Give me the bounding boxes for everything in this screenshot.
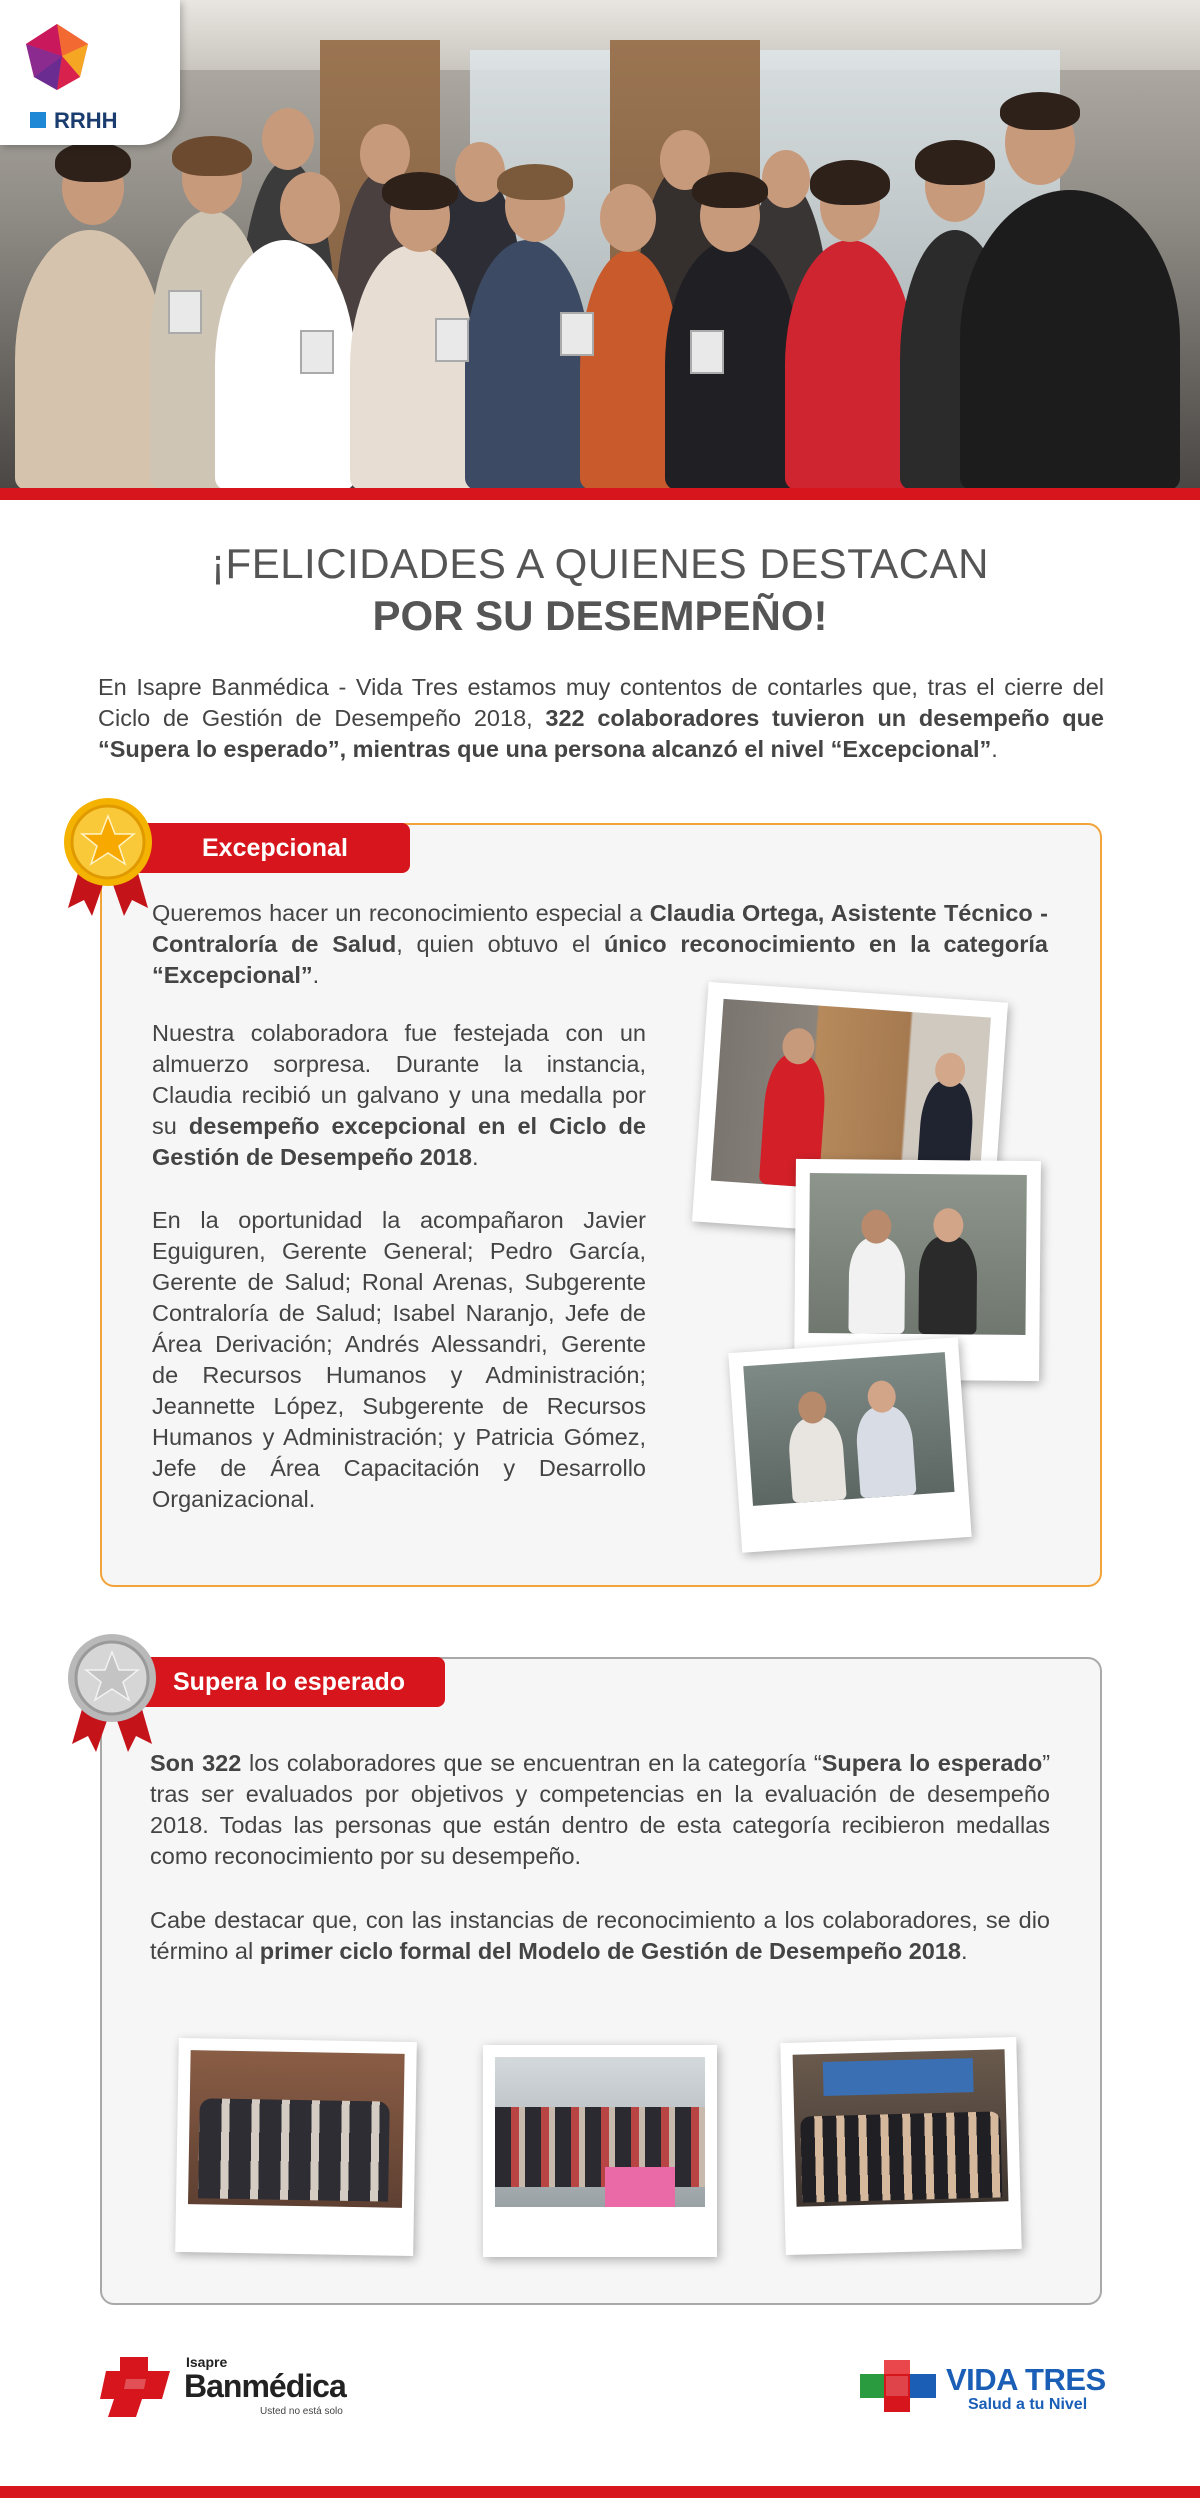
medal-box [560, 312, 594, 356]
medal-box [300, 330, 334, 374]
intro-text: En Isapre Banmédica - Vida Tres estamos muy contentos de contarles que, tras el cierre del Ciclo de Gestión de Desempeño 2018, [98, 674, 1104, 731]
person-hair [172, 136, 252, 176]
excepcional-tag: Excepcional [100, 823, 410, 873]
text: . [312, 962, 320, 988]
text: . [471, 1144, 479, 1170]
banmedica-name: Banmédica [184, 2368, 346, 2404]
person-head [861, 1210, 891, 1244]
person-head [933, 1208, 963, 1242]
headline-line2: POR SU DESEMPEÑO! [372, 592, 828, 639]
person [215, 240, 355, 488]
highlight: desempeño excepcional en el Ciclo de Gestión de Desempeño 2018 [152, 1113, 646, 1170]
supera-tag: Supera lo esperado [100, 1657, 445, 1707]
person-hair [382, 172, 458, 210]
highlight: primer ciclo formal del Modelo de Gestión de Desempeño 2018 [259, 1938, 962, 1964]
person [848, 1237, 905, 1333]
photo-polaroid [780, 2037, 1021, 2255]
excepcional-paragraph-1 [152, 898, 1048, 991]
vidatres-logo [860, 2360, 1120, 2420]
text: Cabe destacar que, con las instancias de reconocimiento a los colaboradores, se dio término al [150, 1907, 1050, 1964]
presentation-screen [823, 2058, 974, 2096]
text: ” tras ser evaluados por objetivos y competencias en la evaluación de desempeño 2018. Todas las personas que están dentro de esta categoría recibieron medallas como reconocimiento por su desempeño. [150, 1750, 1051, 1869]
person-hair [1000, 92, 1080, 130]
gold-medal-icon [58, 796, 158, 926]
table-decoration [605, 2167, 675, 2207]
text: Nuestra colaboradora fue festejada con un almuerzo sorpresa. Durante la instancia, Claudia recibió un galvano y una medalla por su [152, 1020, 646, 1139]
text: Queremos hacer un reconocimiento especial a [152, 900, 650, 926]
rrhh-square-icon [30, 112, 46, 128]
group-of-people [198, 2098, 390, 2201]
intro-text-end: . [991, 736, 998, 762]
person [854, 1405, 916, 1499]
page-headline [0, 540, 1200, 640]
banmedica-logo [100, 2352, 360, 2422]
person-hair [55, 142, 131, 182]
banmedica-tagline: Usted no está solo [260, 2406, 343, 2417]
text: , quien obtuvo el [396, 931, 604, 957]
highlight-count: Son 322 [150, 1750, 242, 1776]
person-head [934, 1052, 966, 1088]
medal-box [168, 290, 202, 334]
medal-box [690, 330, 724, 374]
person-head [280, 172, 340, 244]
highlight-category: único reconocimiento en la categoría “Excepcional” [152, 931, 1048, 988]
supera-paragraph-1 [150, 1748, 1050, 1872]
medal-box [435, 318, 469, 362]
text: los colaboradores que se encuentran en la categoría “ [241, 1750, 822, 1776]
person-hair [497, 164, 573, 200]
group-of-people [800, 2111, 1002, 2202]
person-hair [810, 160, 890, 205]
rrhh-logo [0, 0, 180, 145]
person [15, 230, 165, 488]
hero-group-photo [0, 0, 1200, 488]
intro-paragraph [98, 672, 1104, 765]
person [960, 190, 1180, 488]
person [787, 1416, 847, 1504]
person-head [600, 184, 656, 252]
photo-image [743, 1352, 954, 1506]
photo-image [495, 2057, 705, 2207]
banmedica-prefix: Isapre [186, 2354, 228, 2370]
person-head [262, 108, 314, 170]
person [785, 240, 915, 488]
headline-line1: ¡FELICIDADES A QUIENES DESTACAN [211, 540, 989, 587]
photo-image [188, 2050, 405, 2208]
photo-polaroid [728, 1337, 971, 1553]
person-head [762, 150, 810, 208]
person-hair [915, 140, 995, 185]
photo-polaroid [175, 2038, 417, 2256]
banmedica-cross-icon [100, 2357, 174, 2417]
excepcional-paragraph-3: En la oportunidad la acompañaron Javier Eguiguren, Gerente General; Pedro García, Gerente de Salud; Ronal Arenas, Subgerente Contraloría de Salud; Isabel Naranjo, Jefe de Área Derivación; Andrés Alessandri, Gerente de Recursos Humanos y Administración; Jeannette López, Subgerente de Recursos Humanos y Administración; y Patricia Gómez, Jefe de Área Capacitación y Desarrollo Organizacional. [152, 1207, 646, 1512]
text: . [961, 1938, 968, 1964]
supera-paragraph-2 [150, 1905, 1050, 1967]
excepcional-paragraph-2 [152, 1018, 646, 1173]
person [918, 1236, 977, 1335]
vidatres-tagline: Salud a tu Nivel [968, 2396, 1088, 2413]
hero-red-band [0, 488, 1200, 500]
rrhh-gem-icon [22, 22, 92, 92]
person-hair [692, 172, 768, 208]
highlight-category: Supera lo esperado [821, 1750, 1043, 1776]
photo-image [793, 2049, 1009, 2206]
person-head [455, 142, 505, 202]
silver-medal-icon [62, 1632, 162, 1762]
photo-image [808, 1173, 1026, 1335]
vidatres-name: VIDA TRES [946, 2362, 1106, 2397]
person [465, 240, 590, 488]
footer-red-band [0, 2486, 1200, 2498]
photo-polaroid [483, 2045, 717, 2257]
vidatres-cross-icon [860, 2360, 936, 2412]
highlight-name: Claudia Ortega, Asistente Técnico - Contraloría de Salud [152, 900, 1048, 957]
person [665, 240, 800, 488]
person [350, 245, 475, 488]
rrhh-label: RRHH [54, 108, 118, 133]
intro-bold: 322 colaboradores tuvieron un desempeño que “Supera lo esperado”, mientras que una persona alcanzó el nivel “Excepcional” [98, 705, 1104, 762]
